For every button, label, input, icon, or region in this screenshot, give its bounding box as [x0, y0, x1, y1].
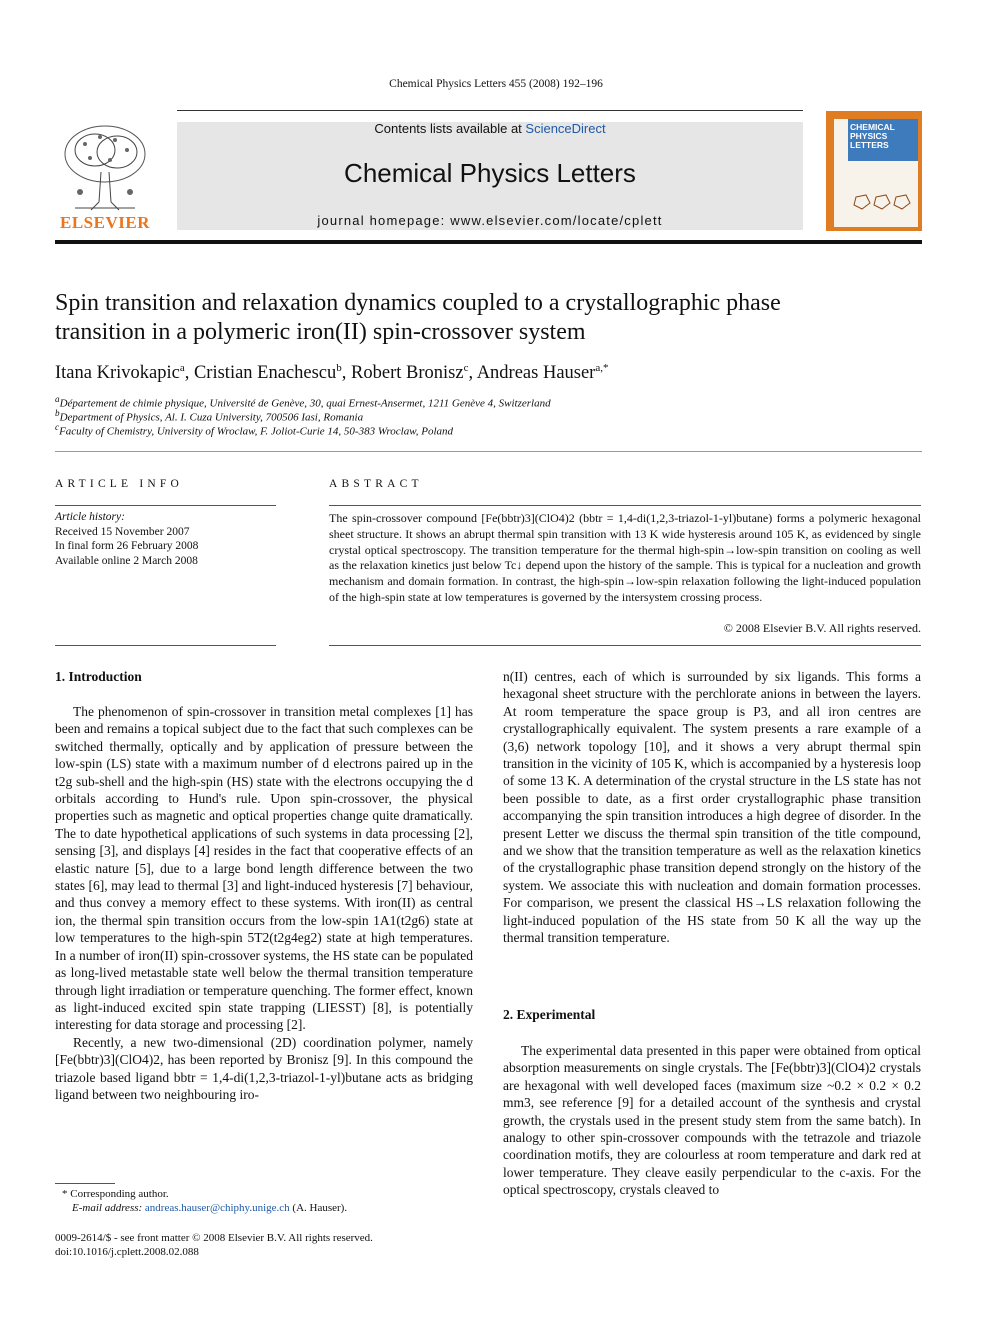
elsevier-wordmark: ELSEVIER [60, 213, 150, 232]
contents-line [177, 121, 803, 136]
corresponding-author-note: * Corresponding author. [62, 1188, 169, 1200]
article-info-bottom-rule [55, 645, 276, 646]
journal-citation: Chemical Physics Letters 455 (2008) 192–196 [389, 78, 603, 90]
author-name: Andreas Hauser [476, 363, 596, 384]
affil-text: Département de chimie physique, Université de Genève, 30, quai Ernest-Ansermet, 1211 Genève 4, Switzerland [59, 397, 551, 410]
abstract-rule [329, 505, 921, 506]
footnote-rule [55, 1183, 115, 1184]
section-heading-introduction: 1. Introduction [55, 669, 142, 684]
sciencedirect-link[interactable]: ScienceDirect [525, 121, 606, 136]
contents-prefix: Contents lists available at [374, 121, 526, 136]
affil-text: Department of Physics, Al. I. Cuza University, 700506 Iasi, Romania [59, 411, 364, 424]
final-form-date: In final form 26 February 2008 [55, 540, 199, 552]
affiliation-c [55, 422, 453, 438]
email-note [72, 1201, 347, 1215]
journal-cover-image [826, 111, 922, 231]
online-date: Available online 2 March 2008 [55, 554, 198, 567]
cover-title: CHEMICAL PHYSICS LETTERS [850, 122, 895, 150]
journal-homepage[interactable]: journal homepage: www.elsevier.com/locate/cplett [317, 213, 663, 228]
article-info-label: ARTICLE INFO [55, 478, 183, 490]
article-title-line1: Spin transition and relaxation dynamics coupled to a crystallographic phase [55, 290, 781, 316]
abstract-label: ABSTRACT [329, 478, 423, 490]
received-date: Received 15 November 2007 [55, 525, 190, 538]
issn-line: 0009-2614/$ - see front matter © 2008 Elsevier B.V. All rights reserved. [55, 1232, 373, 1244]
history-label: Article history: [55, 511, 125, 523]
affil-rule [55, 451, 922, 452]
journal-name: Chemical Physics Letters [344, 158, 636, 188]
author-name: Robert Bronisz [351, 363, 464, 384]
author-affil-sup: a,* [595, 362, 609, 374]
intro-paragraph-continued: n(II) centres, each of which is surrounded by six ligands. This forms a hexagonal sheet structure with the perchlorate anions in between the layers. At room temperature the space group is P3, and all iron centres are crystallographically equivalent. The system presents a rare example of a (3,6) network topology [10], and it shows a very abrupt thermal spin transition in the vicinity of 105 K, which is accompanied by a hysteresis loop of some 13 K. A determination of the crystal structure in the LS state has not been possible to date, as a first order crystallographic phase transition accompanying the spin transition introduces a high degree of disorder. In the present Letter we discuss the thermal spin transition of the title compound, and we show that the transition temperature as well as the relaxation kinetics of the crystallographic phase transition depend strongly on the history of the system. We associate this with nucleation and domain formation processes. For comparison, we present the classical HS→LS relaxation following the light-induced population of the HS state from 50 K all the way up the thermal transition temperature. [503, 669, 921, 946]
email-label: E-mail address: [72, 1202, 145, 1214]
header-thick-rule [55, 240, 922, 244]
experimental-column [503, 1042, 921, 1199]
affil-sup: c [55, 422, 60, 432]
abstract-bottom-rule [329, 645, 921, 646]
author-affil-sup: a [179, 362, 185, 374]
header-rule [177, 110, 803, 111]
affil-text: Faculty of Chemistry, University of Wroclaw, F. Joliot-Curie 14, 50-383 Wroclaw, Poland [59, 425, 454, 438]
intro-column [55, 703, 473, 1103]
affil-sup: b [55, 408, 60, 418]
article-info-rule [55, 505, 276, 506]
email-suffix: (A. Hauser). [289, 1202, 348, 1214]
section-heading-experimental: 2. Experimental [503, 1007, 596, 1022]
article-title [55, 289, 925, 347]
author-list: Itana Krivokapic$^a$, Cristian Enachescu$^b$, Robert Bronisz$^c$, Andreas Hauser$^{a,*}$ [55, 362, 609, 384]
experimental-paragraph-1: The experimental data presented in this paper were obtained from optical absorption measurements on single crystals. The [Fe(bbtr)3](ClO4)2 crystals are hexagonal with well developed faces (maximum size ~0.2 × 0.2 × 0.2 mm3, see reference [9] for a detailed account of the synthesis and crystal growth, the crystals used in the present study stem from the same batch). In analogy to other spin-crossover compounds with the tetrazole and triazole coordination motifs, they are colourless at room temperature and dark red at lower temperature. They cleave easily perpendicular to the c-axis. For the optical spectroscopy, crystals cleaved to [503, 1043, 921, 1198]
author-name: Itana Krivokapic [55, 363, 180, 384]
affil-sup: a [55, 394, 60, 404]
intro-paragraph-2: Recently, a new two-dimensional (2D) coordination polymer, namely [Fe(bbtr)3](ClO4)2, has been reported by Bronisz [9]. In this compound the triazole based ligand bbtr = 1,4-di(1,2,3-triazol-1-yl)butane acts as bridging ligand between two neighbouring iro- [55, 1034, 473, 1102]
article-title-line2: transition in a polymeric iron(II) spin-crossover system [55, 319, 586, 345]
doi-line[interactable]: doi:10.1016/j.cplett.2008.02.088 [55, 1246, 199, 1258]
email-link[interactable]: andreas.hauser@chiphy.unige.ch [144, 1202, 290, 1214]
article-history [55, 510, 198, 568]
abstract-text: The spin-crossover compound [Fe(bbtr)3](ClO4)2 (bbtr = 1,4-di(1,2,3-triazol-1-yl)butane) forms a polymeric hexagonal sheet structure. It shows an abrupt thermal spin transition with 13 K wide hysteresis around 105 K, as evidenced by single crystal optical spectroscopy. The transition temperature for the thermal high-spin→low-spin transition on cooling as well as the relaxation kinetics just below Tc↓ depend upon the history of the sample. This is typical for a nucleation and growth mechanism and domain formation. In contrast, the high-spin→low-spin relaxation following the light-induced population of the high-spin state at low temperatures is governed by the intersystem crossing process. [329, 511, 921, 604]
author-affil-sup: b [336, 362, 342, 374]
author-name: Cristian Enachescu [193, 363, 337, 384]
abstract-copyright: © 2008 Elsevier B.V. All rights reserved. [723, 621, 921, 635]
intro-paragraph-1: The phenomenon of spin-crossover in transition metal complexes [1] has been and remains a topical subject due to the fact that such complexes can be switched thermally, optically and by application of pressure between the low-spin (LS) state with a maximum number of d electrons paired up in the t2g sub-shell and the high-spin (HS) state with the electrons occupying the d orbitals according to Hund's rule. Upon spin-crossover, the physical properties such as magnetic and optical properties change quite dramatically. The to date hypothetical applications of such systems in data processing [2], sensing [3], and displays [4] resides in the fact that cooperative effects of an elastic nature [5], due to a large bond length difference between the two states [6], may lead to thermal [3] and light-induced hysteresis [7] behaviour, and thus convey a memory effect to these systems. With iron(II) as central ion, the thermal spin transition occurs from the low-spin 1A1(t2g6) state at low temperatures to the high-spin 5T2(t2g4eg2) state at high temperatures. In a number of iron(II) spin-crossover systems, the HS state can be populated as long-lived metastable state well below the thermal transition temperature through light irradiation or temperature quenching. The former effect, known as light-induced excited spin state trapping (LIESST) [8], is potentially interesting for data storage and processing [2]. [55, 704, 474, 1033]
intro-continued-column [503, 668, 921, 947]
author-affil-sup: c [463, 362, 469, 374]
